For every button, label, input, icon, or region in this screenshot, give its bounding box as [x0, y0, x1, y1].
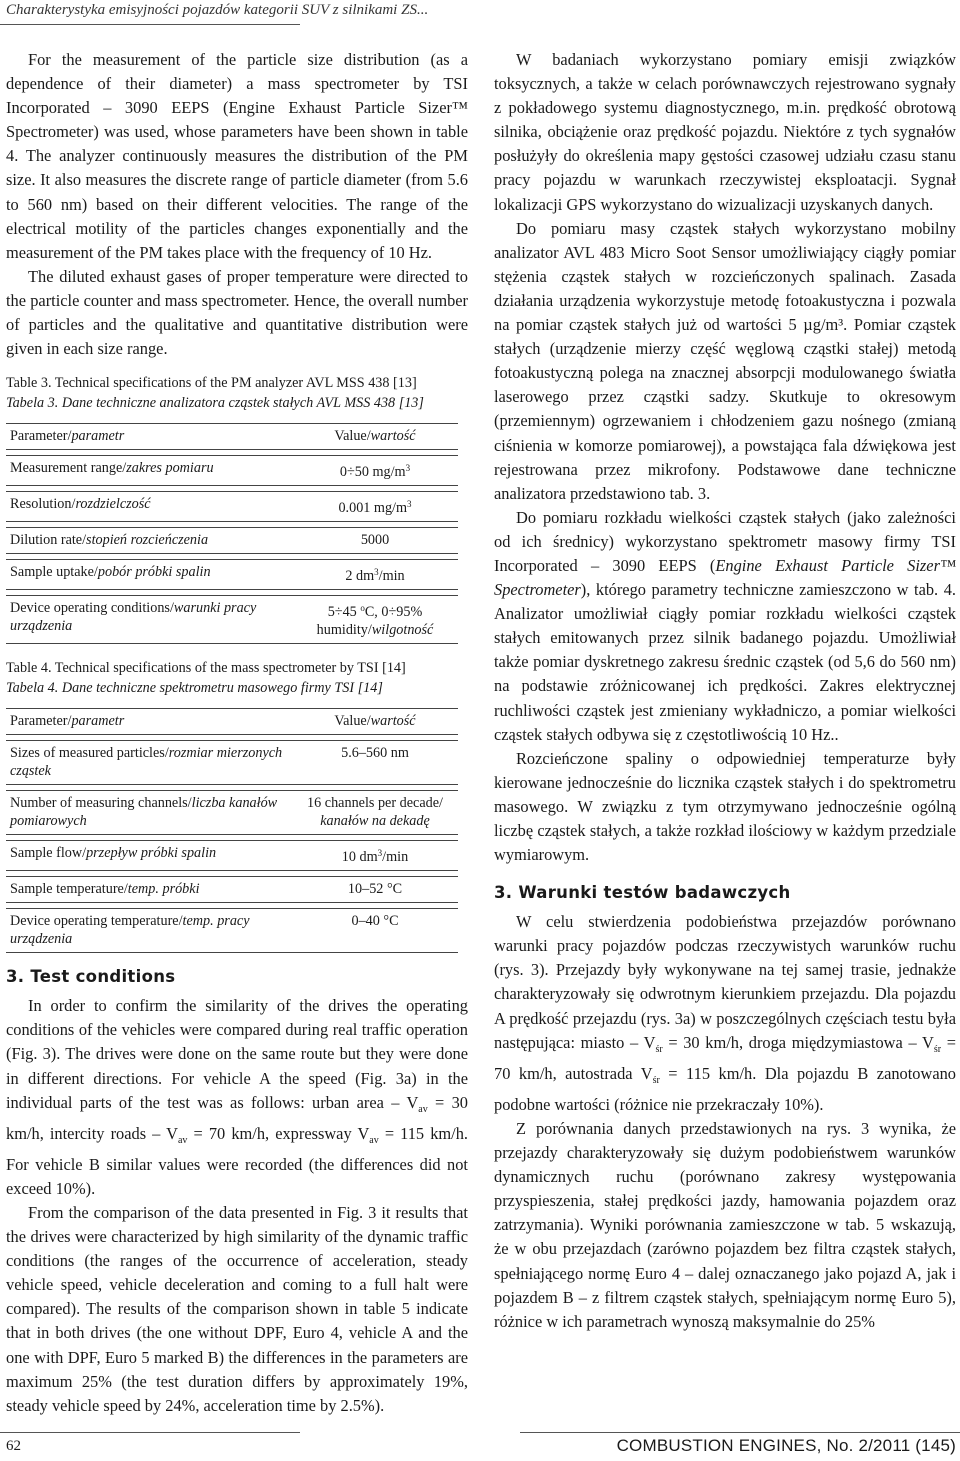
table-cell: 0÷50 $mg/m^3$ — [292, 456, 458, 486]
table-cell: Sample flow/przepływ próbki spalin — [6, 841, 292, 871]
table-cell: Measurement range/zakres pomiaru — [6, 456, 292, 486]
footer-rule-left — [0, 1432, 300, 1433]
table-cell: 0.001 $mg/m^3$ — [292, 492, 458, 522]
table-cell: Value/wartość — [292, 424, 458, 450]
journal-name: COMBUSTION ENGINES, No. 2/2011 (145) — [616, 1436, 956, 1455]
table-row — [6, 841, 458, 871]
paragraph-avl-pl: Do pomiaru masy cząstek stałych wykorzystano mobilny analizator AVL 483 Micro Soot Sensor umożliwiający ciągły pomiar stężenia cząstek stałych w rozcieńczonych spalinach. Zasada działania urządzenia wykorzystuje metodę fotoakustyczna i pozwala na pomiar cząstek stałych już od wartości 5 µg/m³. Pomiar cząstek stałych (urządzenie mierzy część węglową cząstki stałej) metodą fotoakustyczną polega na znacznej absorpcji modulowanego światła laserowego przez cząstki sadzy. Skutkuje to okresowym (przemiennym) ogrzewaniem i chłodzeniem gazu nośnego (zmianą ciśnienia w komorze pomiarowej), a powstająca fala dźwiękowa jest rejestrowana przez mikrofony. Podstawowe dane techniczne analizatora przedstawiono tab. 3. — [494, 218, 956, 503]
table-cell: Sample temperature/temp. próbki — [6, 877, 292, 903]
table-cell: 5000 — [292, 528, 458, 554]
table-cell: Sizes of measured particles/rozmiar mierzonych cząstek — [6, 741, 292, 785]
table-row — [6, 709, 458, 735]
paragraph-comparison-pl: Z porównania danych przedstawionych na rys. 3 wynika, że przejazdy charakteryzowały się dużym podobieństwem warunków dynamicznych ruchu (porównano zakresy występowania przyspieszenia, stałej prędkości jazdy, hamowania pojazdem oraz zatrzymania). Wyniki porównania zamieszczone w tab. 5 wskazują, że w obu przejazdach (zarówno pojazdem bez filtra cząstek stałych, spełniającego normę Euro 4 – dalej oznaczanego jako pojazd A, jak i pojazdem B – z filtrem cząstek stałych, spełniającym normę Euro 5), różnice w ich parametrach wynoszą maksymalnie do 25% — [494, 1118, 956, 1331]
paragraph-eeps-pl: Do pomiaru rozkładu wielkości cząstek stałych (jako zależności od ich średnicy) wykorzystano spektrometr masowy firmy TSI Incorporated – 3090 EEPS (Engine Exhaust Particle Sizer™ Spectrometer), którego parametry techniczne zamieszczono w tab. 4. Analizator umożliwiał ciągły pomiar rozkładu wielkości cząstek stałych emitowanych przez silnik badanego pojazdu. Umożliwiał także pomiar dyskretnego zakresu średnic cząstek (od 5,6 do 560 nm) na podstawie zróżnicowanej ich prędkości. Zakres elektrycznej ruchliwości cząstek jest zmieniany wykładniczo, a pomiar wielkości cząstek stałych odbywa się z częstotliwością 10 Hz.. — [494, 507, 957, 744]
table-row — [6, 424, 458, 450]
table-row — [6, 909, 458, 953]
table-cell: 16 channels per decade/ kanałów na dekadę — [292, 791, 458, 835]
paragraph-comparison-en: From the comparison of the data presented in Fig. 3 it results that the drives were characterized by high similarity of the dynamic traffic conditions (the ranges of the occurrence of acceleration, steady vehicle speed, vehicle deceleration and coming to a full halt were compared). The results of the comparison shown in table 5 indicate that in both drives (the one without DPF, Euro 4, vehicle A and the one with DPF, Euro 5 marked B) the differences in the parameters are maximum 25% (the test duration differs by approximately 19%, steady vehicle speed by 24%, acceleration time by 2.5%). — [6, 1202, 468, 1415]
table-row — [6, 791, 458, 835]
paragraph-test-conditions-pl: W celu stwierdzenia podobieństwa przejazdów porównano warunki pracy pojazdów podczas rzeczywistych warunków ruchu (rys. 3). Przejazdy były wykonywane na tej samej trasie, jednakże charakteryzowały się odwrotnym kierunkiem przejazdu. Dla pojazdu A prędkość przejazdu (rys. 3a) w poszczególnych częściach testu była następująca: miasto – $V_{śr} = 30$ km/h, droga międzymiastowa – $V_{śr} = 70$ km/h, autostrada $V_{śr} = 115$ km/h. Dla pojazdu B zanotowano podobne wartości (różnice nie przekraczały 10%). — [494, 912, 956, 1114]
table-cell: 10–52 °C — [292, 877, 458, 903]
table-cell: Resolution/rozdzielczość — [6, 492, 292, 522]
table-cell: Device operating conditions/warunki pracy urządzenia — [6, 596, 292, 644]
table3-caption-pl: Tabela 3. Dane techniczne analizatora cząstek stałych AVL MSS 438 [13] — [6, 395, 424, 412]
header-rule — [0, 24, 300, 25]
table-row — [6, 741, 458, 785]
paragraph-obd-pl: W badaniach wykorzystano pomiary emisji związków toksycznych, a także w celach porównawczych rejestrowano sygnały z pokładowego systemu diagnostycznego, m.in. prędkość obrotową silnika, obciążenie oraz prędkość pojazdu. Niektóre z tych sygnałów posłużyły do określenia mapy gęstości czasowej udziału czasu stanu pracy pojazdu w warunkach rzeczywistej eksploatacji. Sygnał lokalizacji GPS wykorzystano do wizualizacji uzyskanych danych. — [494, 50, 956, 214]
table3-caption — [6, 373, 468, 413]
table3 — [6, 423, 458, 644]
table-cell: Parameter/parametr — [6, 709, 292, 735]
table-cell: 5.6–560 nm — [292, 741, 458, 785]
table4-caption-pl: Tabela 4. Dane techniczne spektrometru masowego firmy TSI [14] — [6, 680, 383, 697]
footer-rule-right — [520, 1432, 960, 1433]
table4-caption — [6, 658, 468, 698]
page-number: 62 — [6, 1438, 21, 1454]
table-row — [6, 492, 458, 522]
left-column — [6, 48, 468, 1418]
table-cell: 5÷45 $^o$C, 0÷95% humidity/wilgotność — [292, 596, 458, 644]
table-row — [6, 456, 458, 486]
table3-caption-en: Table 3. Technical specifications of the PM analyzer AVL MSS 438 [13] — [6, 375, 417, 392]
paragraph-test-conditions-en: In order to confirm the similarity of the drives the operating conditions of the vehicles were compared during real traffic operation (Fig. 3). The drives were done on the same route but they were done in different directions. For vehicle A the speed (Fig. 3a) in the individual parts of the test was as follows: urban area – $V_{av} = 30$ km/h, intercity roads – $V_{av} = 70$ km/h, expressway $V_{av} = 115$ km/h. For vehicle B similar values were recorded (the differences did not exceed 10%). — [6, 996, 468, 1198]
table-row — [6, 560, 458, 590]
section-title-pl: 3. Warunki testów badawczych — [494, 883, 791, 903]
table-cell: Sample uptake/pobór próbki spalin — [6, 560, 292, 590]
table-row — [6, 528, 458, 554]
table-row — [6, 596, 458, 644]
paragraph-eeps-en: For the measurement of the particle size distribution (as a dependence of their diameter) a mass spectrometer by TSI Incorporated – 3090 EEPS (Engine Exhaust Particle Sizer™ Spectrometer) was used, whose parameters have been shown in table 4. The analyzer continuously measures the distribution of the PM size. It also measures the discrete range of particle diameter (from 5.6 to 560 nm) based on their different velocities. The range of the electrical motility of the particles changes exponentially and the measurement of the PM takes place with the frequency of 10 Hz. — [6, 50, 468, 262]
section-title-en: 3. Test conditions — [6, 967, 176, 987]
table-cell: Device operating temperature/temp. pracy urządzenia — [6, 909, 292, 953]
right-column — [494, 48, 956, 1334]
table-cell: 0–40 °C — [292, 909, 458, 953]
table-row — [6, 877, 458, 903]
table4 — [6, 708, 458, 953]
table4-caption-en: Table 4. Technical specifications of the mass spectrometer by TSI [14] — [6, 660, 406, 677]
paragraph-diluted-en: The diluted exhaust gases of proper temperature were directed to the particle counter and mass spectrometer. Hence, the overall number of particles and the qualitative and quantitative distribution were given in each size range. — [6, 266, 468, 359]
paragraph-diluted-pl: Rozcieńczone spaliny o odpowiedniej temperaturze były kierowane jednocześnie do licznika cząstek stałych i do spektrometru masowego. W związku z tym otrzymywano jednocześnie ogólną liczbę cząstek stałych, a także rozkład ilościowy w każdym przedziale wymiarowym. — [494, 748, 956, 865]
table-cell: Number of measuring channels/liczba kanałów pomiarowych — [6, 791, 292, 835]
table-cell: Value/wartość — [292, 709, 458, 735]
table-cell: 10 $dm^3/\min$ — [292, 841, 458, 871]
running-header: Charakterystyka emisyjności pojazdów kategorii SUV z silnikami ZS... — [6, 2, 429, 18]
table-cell: Parameter/parametr — [6, 424, 292, 450]
table-cell: Dilution rate/stopień rozcieńczenia — [6, 528, 292, 554]
table-cell: 2 $dm^3/\min$ — [292, 560, 458, 590]
